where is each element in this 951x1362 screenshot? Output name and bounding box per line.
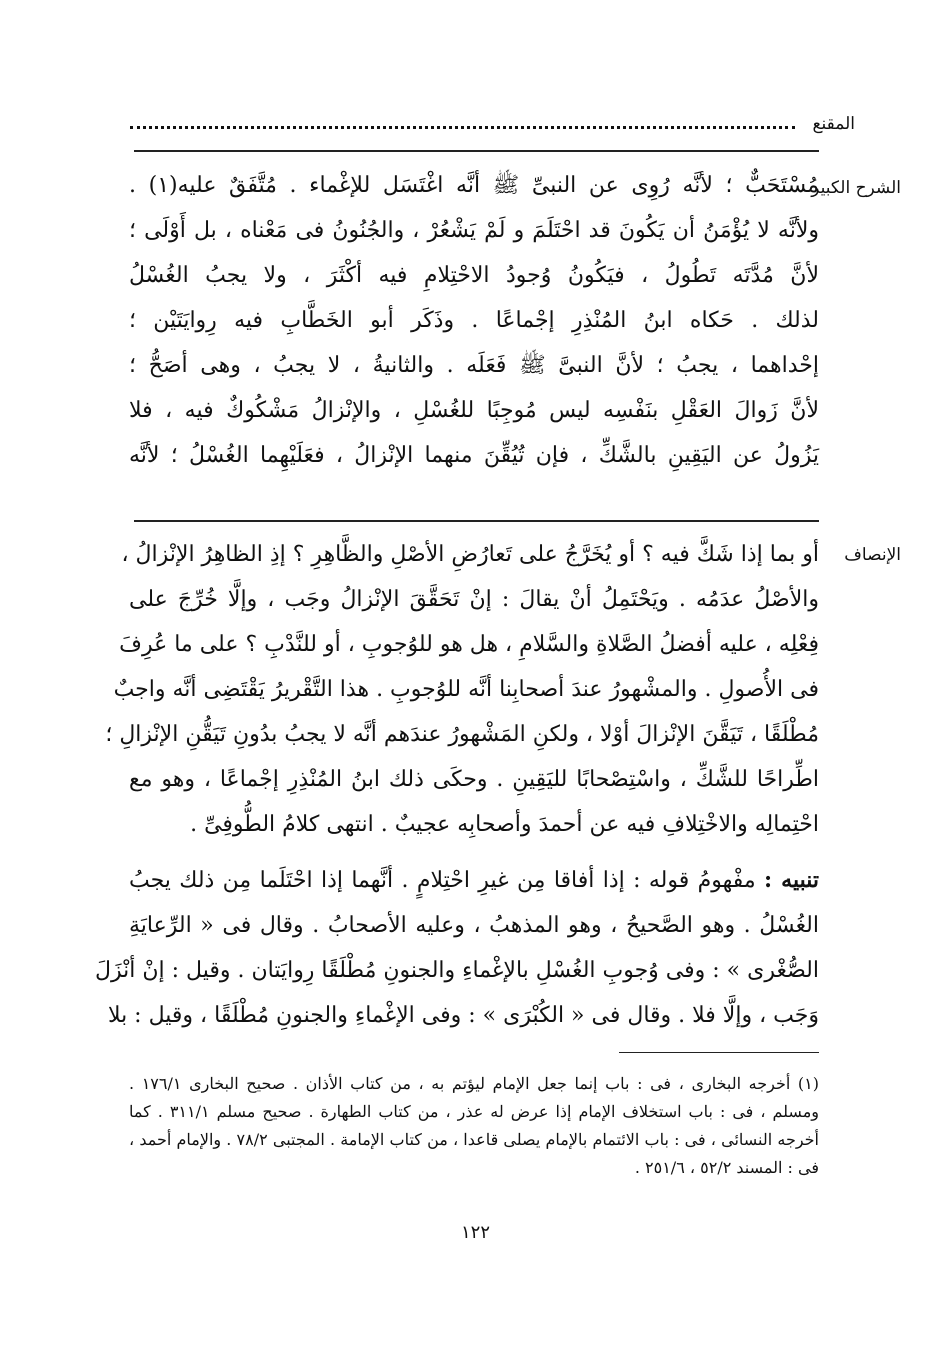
footnotes: [129, 1070, 819, 1182]
footnote-rule: [619, 1052, 819, 1053]
insaf-line: والأصْلُ عدَمُه . ويَحْتَمِلُ أنْ يقالَ : إنْ تَحَقَّقَ الإنْزالُ وجَب ، وإلَّا خُرِّجَ على: [129, 587, 819, 612]
tanbih-line: الغُسْلُ . وهو الصَّحيحُ ، وهو المذهبُ ، وعليه الأصحابُ . وقال فى « الرِّعايَةِ: [129, 913, 819, 938]
tanbih-line: الصُّغْرى » : وفى وُجوبِ الغُسْلِ بالإغْماءِ والجنونِ مُطْلَقًا رِوايَتان . وقيل : إنْ أنْزَلَ: [95, 958, 819, 983]
sharh-paragraph: [129, 163, 819, 478]
tanbih-first-line: [129, 858, 819, 903]
footnote-line: فى : المسند ٥٢/٢ ، ٢٥١/٦ .: [634, 1158, 819, 1177]
page-number: ١٢٢: [460, 1222, 490, 1243]
sharh-line: ولأنَّه لا يُؤْمَنُ أن يَكُونَ قد احْتَلَمَ و لَمْ يَشْعُرْ ، والجُنُونُ فى مَعْناه ، بل أَوْلَى ؛: [129, 218, 819, 243]
footnote-line: ومسلم ، فى : باب استخلاف الإمام إذا عرض له عذر ، من كتاب الطهارة . صحيح مسلم ٣١١/١ . كما: [129, 1102, 819, 1121]
tanbih-paragraph: [95, 858, 819, 1038]
footnote-line: (١) أخرجه البخارى ، فى : باب إنما جعل الإمام ليؤتم به ، من كتاب الأذان . صحيح البخارى ١٧٦/١ .: [129, 1074, 820, 1093]
sharh-line: لأنَّ مُدَّتَه تَطُولُ ، فيَكُونُ وُجودُ الاحْتِلامِ فيه أكْثَرَ ، ولا يجبُ الغُسْلُ: [129, 263, 819, 288]
insaf-line: مُطْلَقًا ، تَيَقَّنَ الإنْزالَ أوْلا ، ولكنِ المَشْهورُ عندَهم أنَّه لا يجبُ بدُونِ تَيَقُّنِ الإنْزالِ ؛: [105, 722, 819, 747]
tanbih-line: مفْهومُ قوله : إذا أفاقا مِن غيرِ احْتِلامٍ . أنَّهما إذا احْتَلَما مِن ذلك يجبُ: [129, 868, 756, 893]
footnote-line: أخرجه النسائى ، فى : باب الائتمام بالإمام يصلى قاعدا ، من كتاب الإمامة . المجتبى ٧٨/٢ . والإمام أحمد ،: [129, 1130, 819, 1149]
insaf-line: اطِّراحًا للشَّكِّ ، واسْتِصْحابًا لليَقِينِ . وحكَى ذلك ابنُ المُنْذِرِ إجْماعًا ، وهو مع: [129, 767, 819, 792]
sharh-line: يَزُولُ عن اليَقِينِ بالشَّكِّ ، فإن تُيُقِّنَ منهما الإنْزالُ ، فعَلَيْهِما الغُسْلُ ؛ لأنَّه: [129, 443, 819, 468]
section-divider-rule: [134, 520, 819, 522]
sharh-section-label: الشرح الكبير: [811, 178, 901, 198]
insaf-line: فِعْلِه ، عليه أفضلُ الصَّلاةِ والسَّلامِ ، هل هو للوُجوبِ ، أو للنَّدْبِ ؟ على ما عُرِفَ: [119, 632, 819, 657]
insaf-line: فى الأُصولِ . والمشْهورُ عندَ أصحابِنا أنَّه للوُجوبِ . هذا التَّقْريرُ يَقْتَضِى أنَّه واجبٌ: [113, 677, 819, 702]
insaf-paragraph: [105, 532, 819, 847]
tanbih-line: وَجَب ، وإلَّا فلا . وقال فى « الكُبْرَى » : وفى الإغْماءِ والجنونِ مُطْلَقًا ، وقيل : بلا: [107, 1003, 819, 1028]
insaf-section-label: الإنصاف: [844, 545, 901, 565]
sharh-text-block: [129, 163, 819, 478]
sharh-line: مُسْتَحَبٌّ ؛ لأنَّه رُوِى عن النبىِّ ﷺ أنَّه اغْتَسَل للإغْماء . مُتَّفَقٌ عليه(١) .: [129, 173, 819, 198]
tanbih-heading: تنبيه :: [764, 867, 819, 893]
top-rule: [134, 150, 819, 152]
sharh-line: لذلك . حَكاه ابنُ المُنْذِرِ إجْماعًا . وذَكَر أبو الخَطَّابِ فيه رِوايَتَيْن ؛: [129, 308, 819, 333]
header-dotted-leader: [130, 126, 795, 129]
running-header: [120, 112, 855, 142]
insaf-line: احْتِمالِه والاخْتِلافِ فيه عن أحمدَ وأصحابِه عجيبٌ . انتهى كلامُ الطُّوفِىِّ .: [190, 812, 819, 837]
sharh-line: إحْداهما ، يجبُ ؛ لأنَّ النبىَّ ﷺ فَعَلَه . والثانيةُ ، لا يجبُ ، وهى أصَحُّ ؛: [129, 353, 819, 378]
tanbih-text-block: [95, 858, 819, 1038]
sharh-line: لأنَّ زَوالَ العَقْلِ بنَفْسِه ليس مُوجِبًا للغُسْلِ ، والإنْزالُ مَشْكُوكٌ فيه ، فلا: [129, 398, 819, 423]
insaf-line: أو بما إذا شَكَّ فيه ؟ أو يُخَرَّجُ على تَعارُضِ الأصْلِ والظَّاهِرِ ؟ إذِ الظاهِرُ الإنْزالُ ،: [121, 542, 819, 567]
header-title: المقنع: [812, 114, 855, 134]
insaf-text-block: [105, 532, 819, 847]
